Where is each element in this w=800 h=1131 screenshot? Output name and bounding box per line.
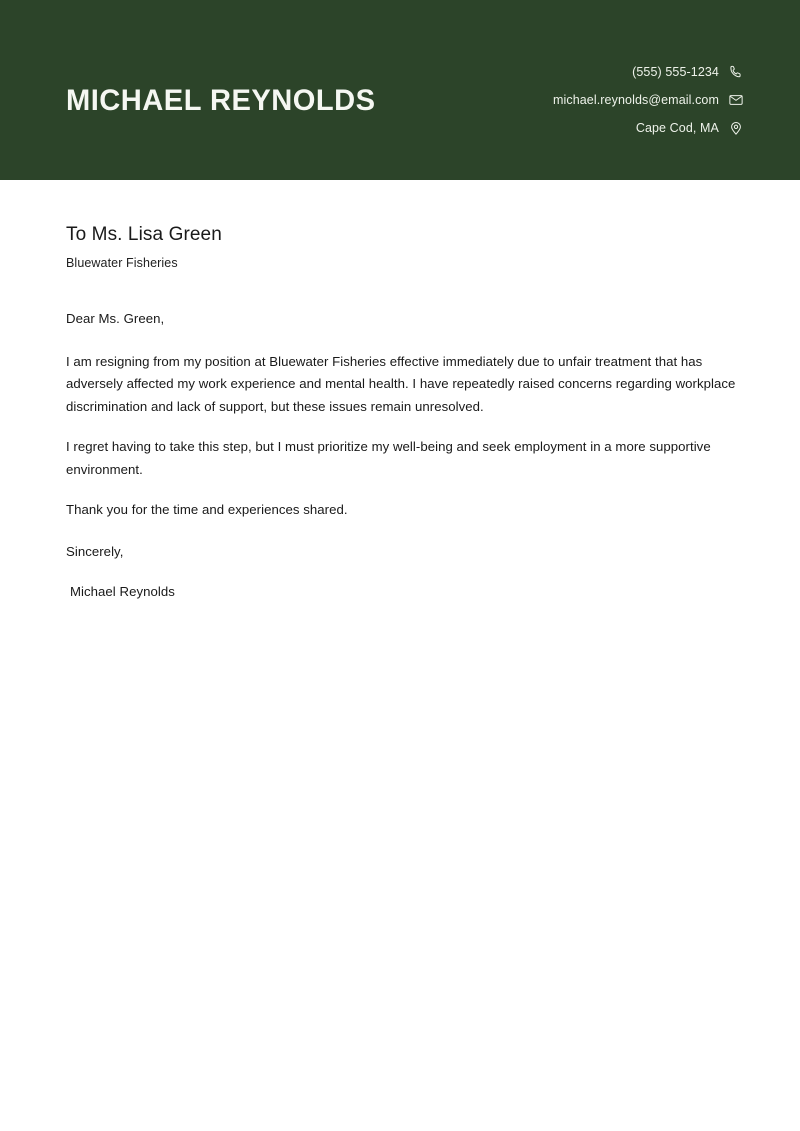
phone-number-text: (555) 555-1234 xyxy=(632,65,719,79)
signature-name: Michael Reynolds xyxy=(70,584,175,599)
page-title: MICHAEL REYNOLDS xyxy=(66,84,376,117)
recipient-name: To Ms. Lisa Green xyxy=(66,224,222,245)
recipient-block xyxy=(66,224,746,270)
salutation-line: Dear Ms. Green, xyxy=(66,311,165,326)
contact-row-email[interactable] xyxy=(553,92,744,108)
contact-info-block xyxy=(553,64,744,136)
body-paragraph-3: Thank you for the time and experiences shared. xyxy=(66,502,348,517)
location-text: Cape Cod, MA xyxy=(635,121,719,135)
document-header xyxy=(0,0,800,180)
contact-row-location[interactable] xyxy=(636,120,744,136)
contact-row-phone[interactable] xyxy=(632,64,744,80)
body-paragraph-1: I am resigning from my position at Bluewater Fisheries effective immediately due to unfair treatment that has adversely affected my work experience and mental health. I have repeatedly raised concerns regarding workplace discrimination and lack of support, but these issues remain unresolved. xyxy=(66,353,736,414)
recipient-company: Bluewater Fisheries xyxy=(66,255,178,270)
location-pin-icon xyxy=(728,120,744,136)
phone-icon xyxy=(728,64,744,80)
letter-content xyxy=(66,308,736,622)
body-paragraph-2: I regret having to take this step, but I must prioritize my well-being and seek employment in a more supportive environment. xyxy=(66,439,711,477)
email-address-text: michael.reynolds@email.com xyxy=(552,93,719,107)
email-icon xyxy=(728,92,744,108)
closing-line: Sincerely, xyxy=(66,543,124,559)
